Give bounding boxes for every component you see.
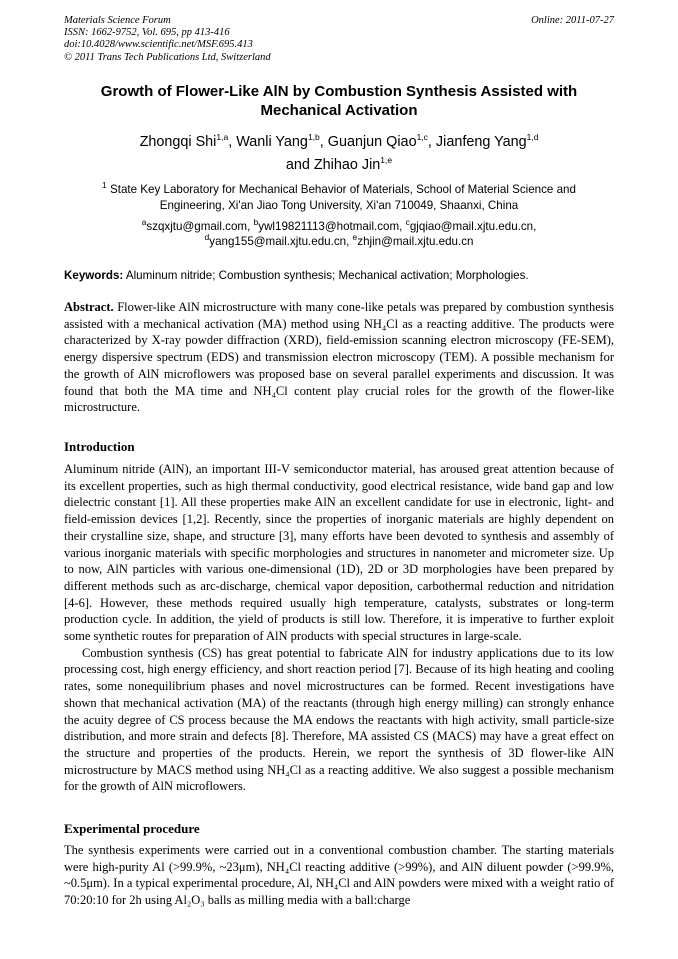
email-sup: e [352,232,358,243]
author-separator: , [319,134,328,150]
online-date: Online: 2011-07-27 [531,15,614,26]
author-name: Guanjun Qiao [327,134,417,150]
abstract-label: Abstract. [64,300,114,314]
author-sup: 1,a [216,132,229,143]
abstract [64,299,614,416]
author-separator: , [427,134,436,150]
journal-issn: ISSN: 1662-9752, Vol. 695, pp 413-416 [64,27,230,39]
email-address[interactable]: ywl19821113@hotmail.com [258,220,400,233]
email-line-1: $^a$szqxjtu@gmail.com, $^b$ywl19821113@hotmail.com, $^c$gjqiao@mail.xjtu.edu.cn, [141,217,537,233]
experimental-body [64,842,614,909]
email-address[interactable]: gjqiao@mail.xjtu.edu.cn [409,220,534,233]
paragraph: Combustion synthesis (CS) has great potential to fabricate AlN for industry applications due to its low processing cost, high energy efficiency, and short reaction period [7]. Because of its high heating and cooling rates, some nonequilibrium phases and novel microstructures can be formed. Recent investigations have shown that mechanical activation (MA) of the reactants (through high energy milling) can strongly enhance the acuity degree of CS process because the MA endows the reactants with high activity, small particle-size distribution, and more strain and defects [8]. Therefore, MA assisted CS (MACS) may have a great effect on the structure and properties of the products. Herein, we report the synthesis of 3D flower-like AlN microstructure by MACS method using NH₄Cl as a reacting additive. We also suggest a possible mechanism for the growth of AlN microflowers. [64,645,614,794]
email-address[interactable]: zhjin@mail.xjtu.edu.cn [357,235,474,248]
author-list [64,131,614,177]
keywords-label: Keywords: [64,269,124,282]
affiliation [80,182,598,213]
author-name: Zhihao Jin [313,157,381,173]
author-sup: 1,c [416,132,428,143]
email-line-2: $^d$yang155@mail.xjtu.edu.cn, $^e$zhjin@mail.xjtu.edu.cn [204,232,474,248]
author-line-1 [64,131,614,154]
affiliation-text: State Key Laboratory for Mechanical Behavior of Materials, School of Material Science and Engineering, Xi'an Jiao Tong University, Xi'an 710049, Shaanxi, China [106,183,576,212]
affiliation-sup: 1 [102,180,107,191]
section-heading-experimental: Experimental procedure [64,821,200,836]
email-sup: a [141,217,147,228]
author-name: Zhongqi Shi [139,134,217,150]
introduction-body [64,461,614,795]
author-sup: 1,d [526,132,539,143]
author-and: and [285,157,314,173]
email-address[interactable]: yang155@mail.xjtu.edu.cn [209,235,347,248]
email-list [80,219,598,249]
email-address[interactable]: szqxjtu@gmail.com [146,220,248,233]
journal-name: Materials Science Forum [64,15,171,26]
abstract-text: Flower-like AlN microstructure with many cone-like petals was prepared by combustion synthesis assisted with a mechanical activation (MA) method using NH₄Cl as a reacting additive. The products were characterized by X-ray powder diffraction (XRD), field-emission scanning electron microscopy (FE-SEM), energy dispersive spectrum (EDS) and transmission electron microscopy (TEM). A possible mechanism for the growth of AlN microflowers was proposed base on several parallel experiments and discussion. It was found that both the MA time and NH₄Cl content play crucial roles for the growth of the flower-like microstructure. [64,300,614,415]
author-separator: , [228,134,237,150]
author-sup: 1,b [307,132,320,143]
keywords-text: Aluminum nitride; Combustion synthesis; Mechanical activation; Morphologies. [123,269,529,282]
email-sup: d [204,232,210,243]
journal-copyright: © 2011 Trans Tech Publications Ltd, Switzerland [64,51,271,63]
author-line-2 [64,154,614,177]
paragraph: The synthesis experiments were carried out in a conventional combustion chamber. The starting materials were high-purity Al (>99.9%, ~23μm), NH₄Cl reacting additive (>99%), and AlN diluent powder (>99.9%, ~0.5μm). In a typical experimental procedure, Al, NH₄Cl and AlN powders were mixed with a weight ratio of 70:20:10 for 2h using Al₂O₃ balls as milling media with a ball:charge [64,843,614,908]
section-heading-introduction: Introduction [64,439,135,454]
email-sup: c [405,217,410,228]
email-sup: b [253,217,259,228]
author-name: Jianfeng Yang [435,134,527,150]
paper-title: Growth of Flower-Like AlN by Combustion Synthesis Assisted with Mechanical Activation [100,83,578,119]
journal-header [64,15,614,64]
keywords [64,268,614,283]
paragraph: Aluminum nitride (AlN), an important III-V semiconductor material, has aroused great attention because of its excellent properties, such as high thermal conductivity, good electrical resistance, wide band gap and low dielectric constant [1]. All these properties make AlN an excellent candidate for use in electronic, light- and field-emission devices [1,2]. Recently, since the properties of inorganic materials are highly dependent on their crystalline size, shape, and structure [3], many efforts have been devoted to synthesis and assembly of various inorganic materials with specific morphologies and structures in nanometer and micrometer size. Up to now, AlN particles with various one-dimensional (1D), 2D or 3D morphologies have been prepared by different methods such as arc-discharge, chemical vapor deposition, carbothermal reduction and nitridation [4-6]. However, these methods required usually high temperature, catalysts, substrates or long-term production cycle. In addition, the yield of products is still low. Therefore, it is imperative to further exploit some synthetic routes for preparation of AlN products with special structures in large-scale. [64,462,614,644]
author-sup: 1,e [380,155,393,166]
author-name: Wanli Yang [236,134,308,150]
journal-doi: doi:10.4028/www.scientific.net/MSF.695.413 [64,39,253,51]
